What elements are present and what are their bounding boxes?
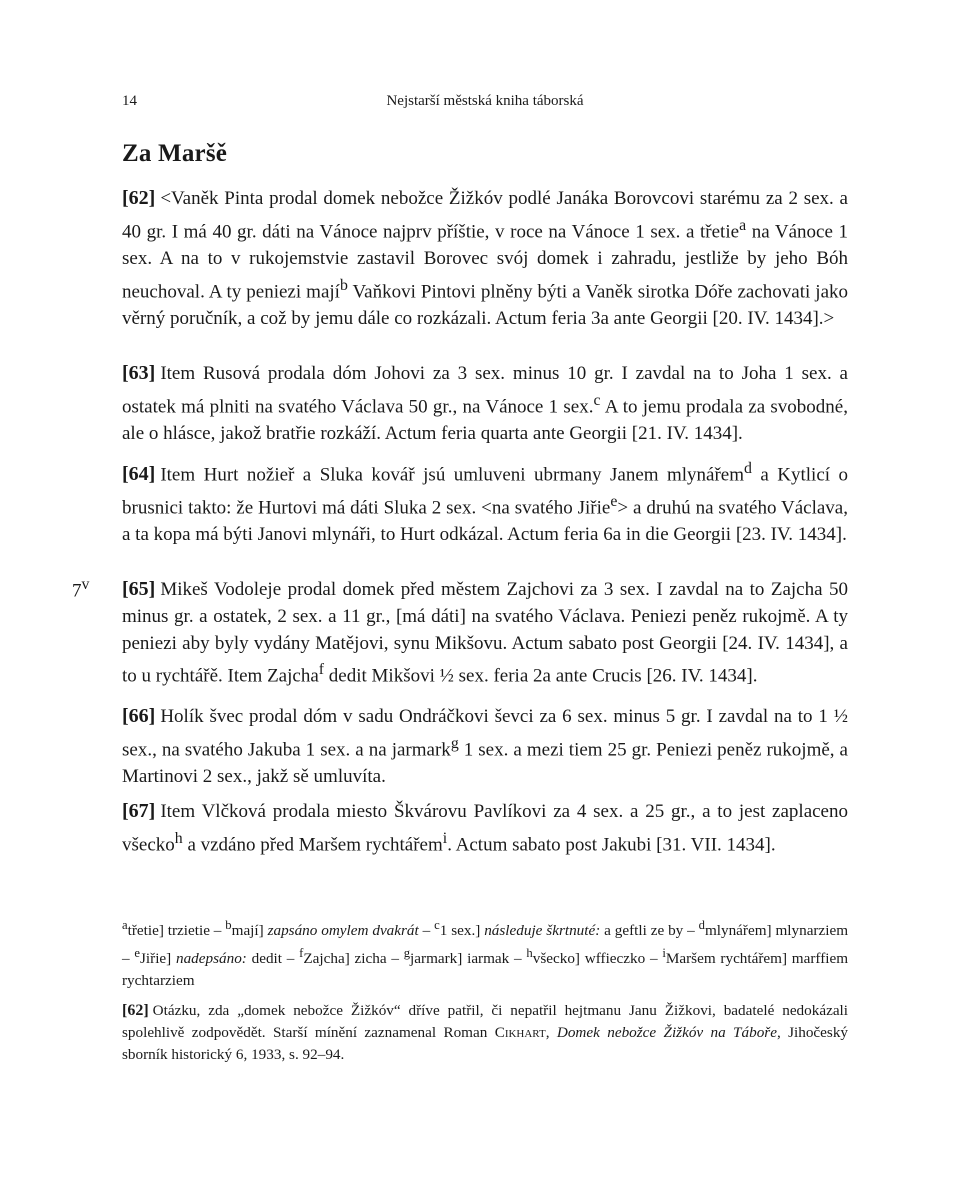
footnote-mark: g — [403, 946, 411, 961]
entry-text: na Vánoce 1 sex. A na to v rukojemstvie zastavil Borovec svój domek i zahradu, jestliže by jeho Bóh neuchoval. A ty peniezi mají — [122, 221, 848, 303]
footnote-mark: f — [299, 946, 304, 961]
footnote-mark: i — [662, 946, 666, 961]
footnote-lemma: mají] — [231, 922, 264, 940]
footnote-ref: f — [318, 661, 325, 679]
footnote-lemma: mlynářem] — [704, 922, 772, 940]
commentary-note — [122, 1000, 848, 1066]
footnote-editorial: nadepsáno: — [171, 950, 247, 968]
footnote-mark: d — [698, 918, 705, 932]
footnote-ref: b — [339, 276, 348, 294]
entry-text: Vaňkovi Pintovi plněny býti a Vaněk sirotka Dóře zachovati jako věrný poručník, a což by jemu dále co rozkázali. Actum feria 3a ante Georgii [20. IV. 1434].> — [122, 281, 848, 329]
footnotes — [122, 914, 848, 992]
entry-number: [66] — [122, 705, 156, 727]
footnote-mark: h — [526, 946, 533, 961]
entry-number: [64] — [122, 463, 156, 486]
footnote-lemma: všecko] — [532, 950, 580, 968]
footnote-ref: h — [174, 829, 183, 847]
footnote-mark: e — [134, 946, 140, 961]
entry-66 — [122, 703, 848, 791]
entry-number: [62] — [122, 187, 156, 209]
footnote-mark: c — [434, 918, 440, 932]
footnote-lemma: jarmark] — [410, 950, 463, 968]
footnote-text: mlynarziem – — [122, 922, 849, 968]
footnote-text: iarmak – — [462, 950, 522, 968]
entry-text: Mikeš Vodoleje prodal domek před městem Zajchovi za 3 sex. I zavdal na to Zajcha 50 minus gr. a ostatek, 2 sex. a 11 gr., [má dáti] na svatého Václava. Peniezi peněz rukojmě. A ty peniezi aby byly vydány Matějovi, synu Mikšovu. Actum sabato post Georgii [24. IV. 1434], a to u rychtářě. Item Zajcha — [122, 579, 848, 687]
footnote-text: wffieczko – — [579, 950, 658, 968]
entry-text: <Vaněk Pinta prodal domek nebožce Žižkóv podlé Janáka Borovcovi starému za 2 sex. a 40 gr. I má 40 gr. dáti na Vánoce najprv příštie, v roce na Vánoce 1 sex. a třetie — [122, 188, 848, 243]
entry-63 — [122, 360, 848, 448]
footnote-lemma: 1 sex.] — [439, 922, 481, 940]
footnote-c — [434, 918, 695, 940]
entry-text: Holík švec prodal dóm v sadu Ondráčkovi ševci za 6 sex. minus 5 gr. I zavdal na to 1 ½ sex., na svatého Jakuba 1 sex. a na jarmark — [122, 706, 848, 761]
footnote-ref: i — [442, 829, 448, 847]
commentary-author: Cikhart — [494, 1024, 546, 1041]
footnote-ref: a — [739, 216, 747, 234]
footnote-h — [526, 946, 658, 968]
entry-text: Item Rusová prodala dóm Johovi za 3 sex. minus 10 gr. I zavdal na to Joha 1 sex. a ostatek má plniti na svatého Václava 50 gr., na Vánoce 1 sex. — [122, 363, 848, 418]
footnote-e — [134, 946, 295, 968]
footnote-text: dedit – — [246, 950, 295, 968]
footnote-f — [299, 946, 399, 968]
entry-text: Item Hurt nožieř a Sluka kovář jsú umluveni ubrmany Janem mlynářem — [160, 464, 745, 486]
chapter-title: Za Maršě — [122, 140, 228, 167]
entry-text: Item Vlčková prodala miesto Škvárovu Pavlíkovi za 4 sex. a 25 gr., a to jest zaplaceno všecko — [122, 801, 848, 856]
page-header — [122, 93, 848, 113]
footnote-text: marffiem rychtarziem — [122, 950, 849, 990]
entry-67 — [122, 798, 848, 859]
entry-text: 1 sex. a mezi tiem 25 gr. Peniezi peněz rukojmě, a Martinovi 2 sex., jakž sě umluvíta. — [122, 739, 848, 787]
footnote-text: a geftli ze by – — [600, 922, 695, 940]
footnote-text: – — [418, 922, 431, 940]
commentary-text: , Jihočeský sborník historický 6, 1933, s. 92–94. — [122, 1024, 849, 1063]
commentary-text: Otázku, zda „domek nebožce Žižkóv“ dříve patřil, či nepatřil hejtmanu Janu Žižkovi, badatelé nedokázali spolehlivě zodpovědět. Starší mínění zaznamenal Roman — [122, 1002, 848, 1041]
entry-text: dedit Mikšovi ½ sex. feria 2a ante Crucis [26. IV. 1434]. — [324, 665, 758, 687]
footnote-ref: g — [450, 734, 459, 752]
footnote-ref: c — [593, 391, 601, 409]
footnote-a — [122, 918, 222, 940]
entry-65 — [122, 576, 848, 691]
commentary-text: , — [545, 1024, 557, 1041]
footnote-lemma: Maršem rychtářem] — [665, 950, 788, 968]
commentary-cited-title: Domek nebožce Žižkóv na Táboře — [556, 1024, 777, 1041]
footnote-b — [225, 918, 431, 940]
footnote-mark: a — [122, 918, 128, 932]
running-title: Nejstarší městská kniha táborská — [386, 93, 584, 109]
entry-64 — [122, 456, 848, 549]
entry-number: [65] — [122, 578, 156, 600]
entry-number: [63] — [122, 362, 156, 384]
footnote-text: trzietie – — [163, 922, 222, 940]
entry-text: . Actum sabato post Jakubi [31. VII. 1434]. — [447, 834, 776, 856]
entry-text: > a druhú na svatého Václava, a ta kopa má býti Janovi mlynáři, to Hurt odkázal. Actum feria 6a in die Georgii [23. IV. 1434]. — [122, 497, 848, 546]
footnote-editorial: následuje škrtnuté: — [480, 922, 601, 940]
footnote-mark: b — [225, 918, 232, 932]
entry-text: a vzdáno před Maršem rychtářem — [182, 834, 443, 856]
folio-side: v — [81, 576, 90, 593]
entry-text: a Kytlicí o brusnici takto: že Hurtovi má dáti Sluka 2 sex. <na svatého Jiřie — [122, 464, 849, 519]
entry-number: [67] — [122, 800, 156, 822]
footnote-g — [403, 946, 522, 968]
footnote-lemma: třetie] — [127, 922, 164, 940]
folio-marker — [72, 576, 89, 602]
footnote-text: zicha – — [349, 950, 399, 968]
footnote-ref: e — [610, 493, 618, 511]
footnote-lemma: Zajcha] — [303, 950, 350, 968]
entry-62 — [122, 185, 848, 333]
footnote-ref: d — [744, 460, 752, 477]
commentary-number: [62] — [122, 1002, 149, 1019]
footnote-lemma: Jiřie] — [140, 950, 172, 968]
folio-number: 7 — [72, 580, 82, 602]
page-number: 14 — [122, 93, 137, 109]
footnote-editorial: zapsáno omylem dvakrát — [263, 922, 419, 940]
entry-text: A to jemu prodala za svobodné, ale o hlásce, jakož bratřie rozkáží. Actum feria quarta ante Georgii [21. IV. 1434]. — [122, 396, 848, 444]
